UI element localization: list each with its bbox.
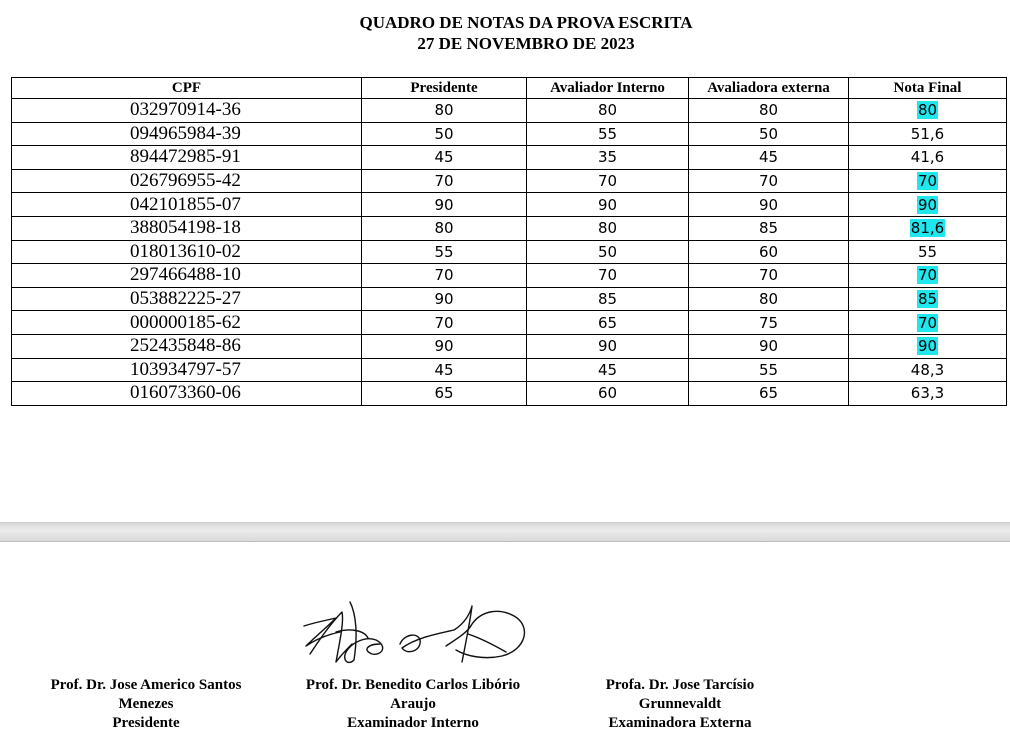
highlighted-grade: 70	[917, 266, 938, 285]
cell-nota-final: 63,3	[849, 382, 1007, 406]
cell-nota-final: 41,6	[849, 146, 1007, 170]
table-row	[12, 264, 1007, 288]
cell-cpf: 000000185-62	[12, 311, 362, 335]
cell-avaliadora-externa: 80	[689, 287, 849, 311]
document-title: QUADRO DE NOTAS DA PROVA ESCRITA	[359, 13, 693, 32]
cell-avaliador-interno: 90	[527, 193, 689, 217]
cell-avaliadora-externa: 65	[689, 382, 849, 406]
cell-avaliadora-externa: 70	[689, 169, 849, 193]
cell-avaliador-interno: 50	[527, 240, 689, 264]
cell-avaliador-interno: 70	[527, 264, 689, 288]
cell-cpf: 103934797-57	[12, 358, 362, 382]
table-row	[12, 122, 1007, 146]
cell-presidente: 80	[362, 216, 527, 240]
cell-cpf: 032970914-36	[12, 99, 362, 123]
grades-table-body	[12, 99, 1007, 406]
cell-nota-final	[849, 311, 1007, 335]
column-header-avaliadora-externa: Avaliadora externa	[689, 78, 849, 99]
cell-avaliador-interno: 90	[527, 334, 689, 358]
column-header-presidente: Presidente	[362, 78, 527, 99]
cell-presidente: 45	[362, 146, 527, 170]
table-row	[12, 169, 1007, 193]
cell-nota-final	[849, 99, 1007, 123]
cell-avaliadora-externa: 80	[689, 99, 849, 123]
cell-presidente: 55	[362, 240, 527, 264]
column-header-nota-final: Nota Final	[849, 78, 1007, 99]
signature-block-examinador-interno	[288, 676, 538, 733]
cell-presidente: 70	[362, 169, 527, 193]
cell-cpf: 016073360-06	[12, 382, 362, 406]
signatory-role: Examinador Interno	[347, 715, 479, 731]
cell-presidente: 65	[362, 382, 527, 406]
cell-avaliador-interno: 80	[527, 216, 689, 240]
signatory-role: Examinadora Externa	[608, 715, 752, 731]
cell-nota-final	[849, 216, 1007, 240]
cell-nota-final	[849, 193, 1007, 217]
highlighted-grade: 90	[917, 337, 938, 356]
cell-avaliador-interno: 35	[527, 146, 689, 170]
cell-nota-final	[849, 334, 1007, 358]
signatory-name-line2: Grunnevaldt	[638, 696, 722, 712]
cell-cpf: 388054198-18	[12, 216, 362, 240]
highlighted-grade: 81,6	[910, 219, 945, 238]
cell-nota-final: 51,6	[849, 122, 1007, 146]
cell-avaliadora-externa: 85	[689, 216, 849, 240]
cell-nota-final	[849, 264, 1007, 288]
cell-avaliador-interno: 55	[527, 122, 689, 146]
table-row	[12, 146, 1007, 170]
cell-presidente: 70	[362, 311, 527, 335]
cell-cpf: 053882225-27	[12, 287, 362, 311]
signatory-name-line1: Prof. Dr. Jose Americo Santos	[50, 677, 242, 693]
signatory-name-line1: Prof. Dr. Benedito Carlos Libório	[305, 677, 521, 693]
table-row	[12, 216, 1007, 240]
table-row	[12, 193, 1007, 217]
cell-avaliador-interno: 70	[527, 169, 689, 193]
cell-presidente: 90	[362, 334, 527, 358]
signatory-role: Presidente	[112, 715, 180, 731]
cell-avaliadora-externa: 50	[689, 122, 849, 146]
signatory-name-line2: Araujo	[390, 696, 436, 712]
cell-nota-final: 55	[849, 240, 1007, 264]
handwritten-signature	[296, 594, 536, 674]
cell-avaliadora-externa: 90	[689, 334, 849, 358]
table-row	[12, 311, 1007, 335]
cell-avaliadora-externa: 55	[689, 358, 849, 382]
cell-avaliadora-externa: 70	[689, 264, 849, 288]
cell-cpf: 042101855-07	[12, 193, 362, 217]
table-row	[12, 99, 1007, 123]
grades-table	[11, 77, 1007, 406]
table-row	[12, 358, 1007, 382]
highlighted-grade: 70	[917, 313, 938, 332]
column-header-cpf: CPF	[12, 78, 362, 99]
signature-block-presidente	[36, 676, 256, 733]
signatory-name-line2: Menezes	[118, 696, 174, 712]
cell-avaliador-interno: 85	[527, 287, 689, 311]
cell-presidente: 50	[362, 122, 527, 146]
table-row	[12, 382, 1007, 406]
cell-avaliadora-externa: 75	[689, 311, 849, 335]
cell-cpf: 297466488-10	[12, 264, 362, 288]
cell-presidente: 80	[362, 99, 527, 123]
signature-block-examinadora-externa	[575, 676, 785, 733]
cell-nota-final: 48,3	[849, 358, 1007, 382]
cell-cpf: 252435848-86	[12, 334, 362, 358]
cell-cpf: 094965984-39	[12, 122, 362, 146]
table-row	[12, 240, 1007, 264]
cell-avaliador-interno: 80	[527, 99, 689, 123]
cell-avaliadora-externa: 45	[689, 146, 849, 170]
table-header-row	[12, 78, 1007, 99]
cell-avaliador-interno: 60	[527, 382, 689, 406]
cell-nota-final	[849, 169, 1007, 193]
cell-presidente: 90	[362, 287, 527, 311]
cell-cpf: 894472985-91	[12, 146, 362, 170]
highlighted-grade: 80	[917, 101, 938, 120]
table-row	[12, 334, 1007, 358]
document-date: 27 DE NOVEMBRO DE 2023	[417, 34, 635, 53]
column-header-avaliador-interno: Avaliador Interno	[527, 78, 689, 99]
highlighted-grade: 70	[917, 172, 938, 191]
cell-avaliadora-externa: 90	[689, 193, 849, 217]
cell-avaliador-interno: 65	[527, 311, 689, 335]
cell-avaliador-interno: 45	[527, 358, 689, 382]
cell-cpf: 018013610-02	[12, 240, 362, 264]
cell-nota-final	[849, 287, 1007, 311]
highlighted-grade: 90	[917, 195, 938, 214]
page-break-divider	[0, 522, 1010, 542]
highlighted-grade: 85	[917, 290, 938, 309]
cell-presidente: 45	[362, 358, 527, 382]
signatory-name-line1: Profa. Dr. Jose Tarcísio	[605, 677, 755, 693]
cell-presidente: 90	[362, 193, 527, 217]
table-row	[12, 287, 1007, 311]
cell-cpf: 026796955-42	[12, 169, 362, 193]
cell-avaliadora-externa: 60	[689, 240, 849, 264]
cell-presidente: 70	[362, 264, 527, 288]
